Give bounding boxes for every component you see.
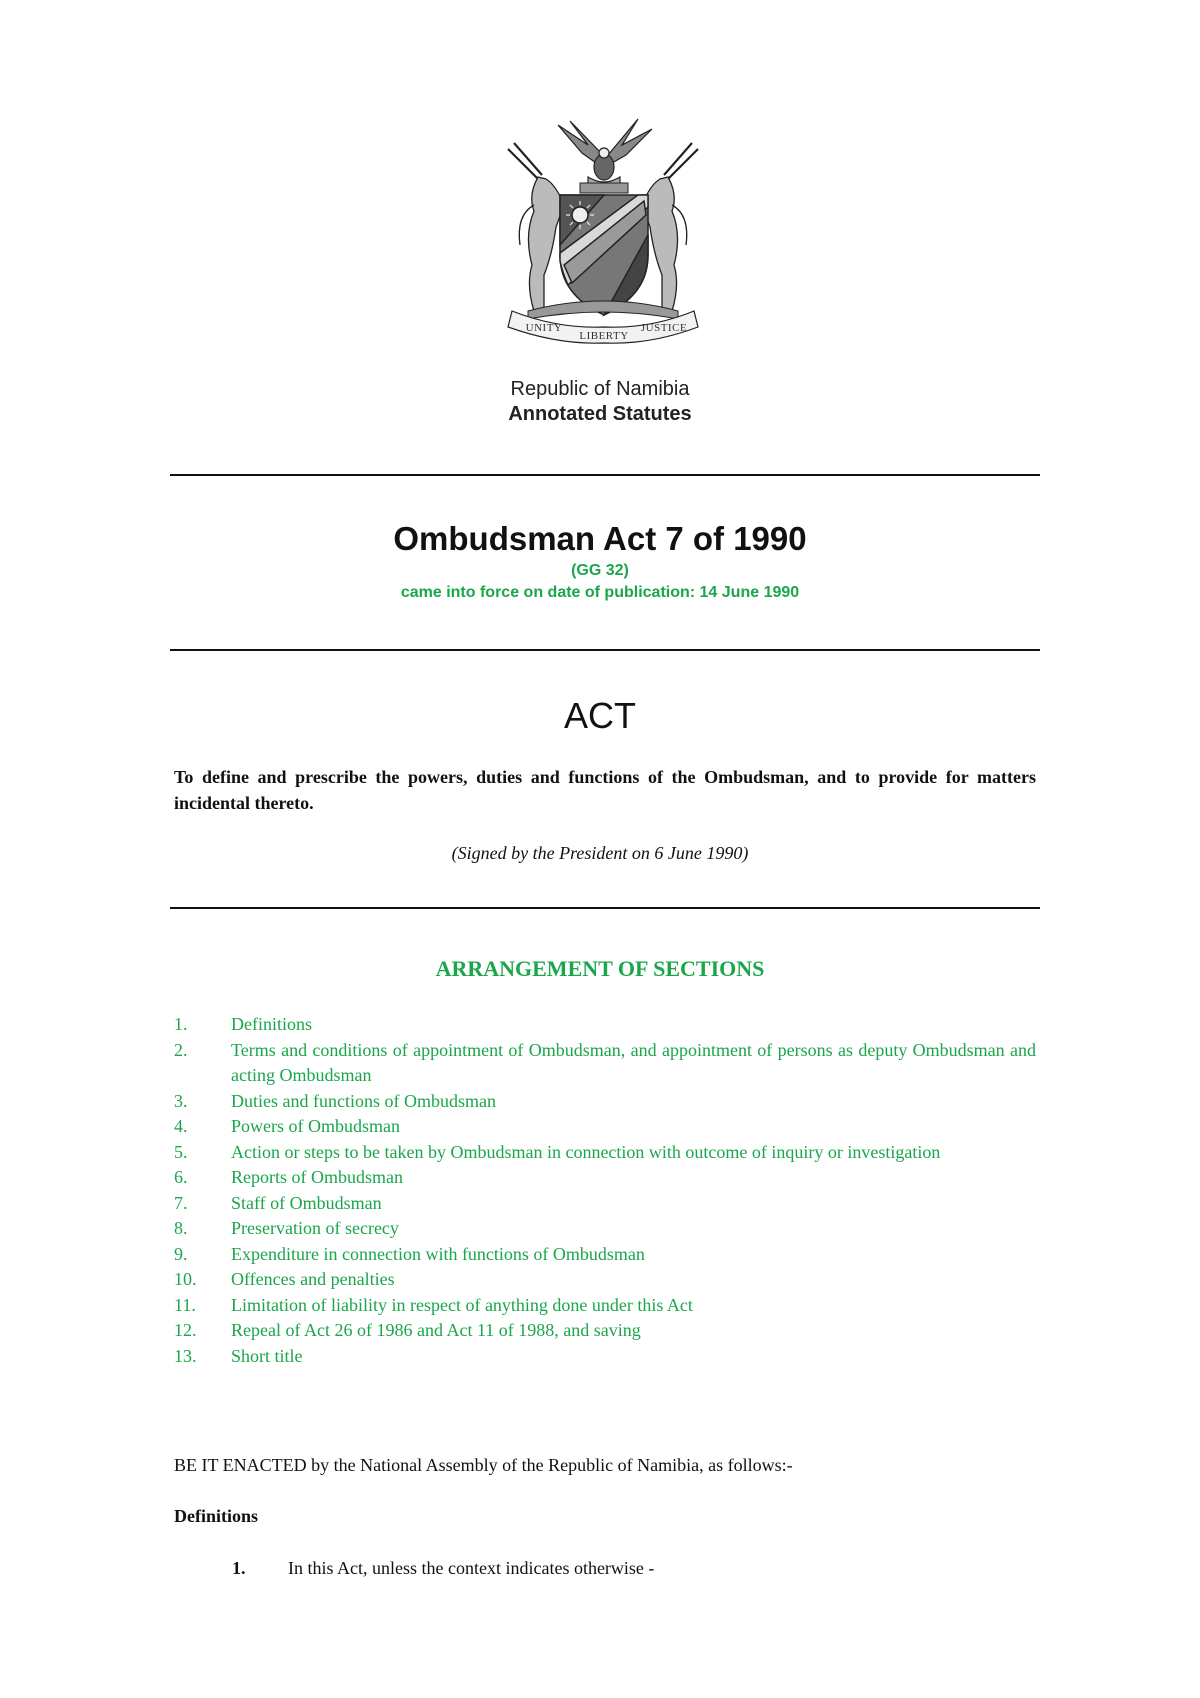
toc-item-number: 12. — [174, 1320, 197, 1340]
motto-unity: UNITY — [525, 322, 563, 334]
toc-item-number: 13. — [174, 1345, 197, 1366]
toc-item-number: 6. — [174, 1167, 188, 1187]
commencement-note: came into force on date of publication: 14 June 1990 — [400, 584, 800, 601]
toc-item[interactable] — [174, 1191, 1036, 1217]
toc-item-label[interactable]: Powers of Ombudsman — [231, 1116, 400, 1136]
toc-item[interactable] — [174, 1318, 1036, 1344]
divider-rule — [170, 474, 1040, 476]
table-of-sections — [174, 1012, 1036, 1369]
divider-rule — [170, 649, 1040, 651]
toc-item-label[interactable]: Staff of Ombudsman — [231, 1192, 382, 1213]
toc-item-label[interactable]: Duties and functions of Ombudsman — [231, 1090, 496, 1111]
toc-item-label[interactable]: Definitions — [231, 1014, 312, 1034]
toc-item[interactable] — [174, 1242, 1036, 1268]
toc-item[interactable] — [174, 1293, 1036, 1319]
toc-item-number: 1. — [174, 1014, 188, 1034]
divider-rule — [170, 907, 1040, 909]
toc-item-number: 4. — [174, 1116, 188, 1136]
toc-item-label[interactable]: Action or steps to be taken by Ombudsman in connection with outcome of inquiry or investigation — [231, 1141, 941, 1162]
gazette-reference: (GG 32) — [571, 562, 629, 579]
toc-item[interactable] — [174, 1089, 1036, 1115]
toc-item[interactable] — [174, 1216, 1036, 1242]
toc-item[interactable] — [174, 1165, 1036, 1191]
namibia-coat-of-arms-icon — [498, 115, 708, 350]
motto-liberty: LIBERTY — [579, 330, 629, 342]
motto-justice: JUSTICE — [640, 322, 688, 334]
toc-item-number: 11. — [174, 1294, 196, 1315]
toc-item-number: 2. — [174, 1039, 188, 1060]
long-title: To define and prescribe the powers, duties and functions of the Ombudsman, and to provide for matters incidental thereto. — [174, 767, 1036, 813]
toc-item-label[interactable]: Short title — [231, 1345, 303, 1366]
arrangement-heading: ARRANGEMENT OF SECTIONS — [435, 956, 765, 981]
toc-item-label[interactable]: Reports of Ombudsman — [231, 1167, 403, 1187]
toc-item[interactable] — [174, 1140, 1036, 1166]
section-heading-definitions: Definitions — [174, 1506, 259, 1526]
section-text: In this Act, unless the context indicates otherwise - — [288, 1558, 655, 1578]
toc-item-label[interactable]: Limitation of liability in respect of anything done under this Act — [231, 1294, 693, 1315]
toc-item-number: 3. — [174, 1090, 188, 1111]
toc-item-number: 10. — [174, 1269, 197, 1289]
toc-item-label[interactable]: Terms and conditions of appointment of Ombudsman, and appointment of persons as deputy Ombudsman and acting Ombudsman — [231, 1039, 1036, 1085]
section-number: 1. — [232, 1558, 246, 1578]
act-title: Ombudsman Act 7 of 1990 — [393, 520, 807, 557]
publisher-series: Annotated Statutes — [508, 403, 692, 425]
signature-note: (Signed by the President on 6 June 1990) — [451, 843, 749, 863]
toc-item-number: 8. — [174, 1218, 188, 1238]
toc-item-label[interactable]: Repeal of Act 26 of 1986 and Act 11 of 1988, and saving — [231, 1320, 641, 1340]
toc-item-label[interactable]: Preservation of secrecy — [231, 1218, 399, 1238]
toc-item-number: 9. — [174, 1243, 188, 1264]
publisher-country: Republic of Namibia — [510, 378, 690, 400]
toc-item-number: 7. — [174, 1192, 188, 1213]
act-heading: ACT — [564, 695, 636, 736]
enacting-formula: BE IT ENACTED by the National Assembly of the Republic of Namibia, as follows:- — [174, 1455, 793, 1475]
toc-item[interactable] — [174, 1344, 1036, 1370]
toc-item[interactable] — [174, 1114, 1036, 1140]
toc-item-label[interactable]: Expenditure in connection with functions of Ombudsman — [231, 1243, 645, 1264]
section-1-paragraph — [232, 1555, 654, 1581]
toc-item-label[interactable]: Offences and penalties — [231, 1269, 395, 1289]
toc-item[interactable] — [174, 1012, 1036, 1038]
toc-item-number: 5. — [174, 1141, 188, 1162]
toc-item[interactable] — [174, 1267, 1036, 1293]
toc-item[interactable] — [174, 1038, 1036, 1089]
